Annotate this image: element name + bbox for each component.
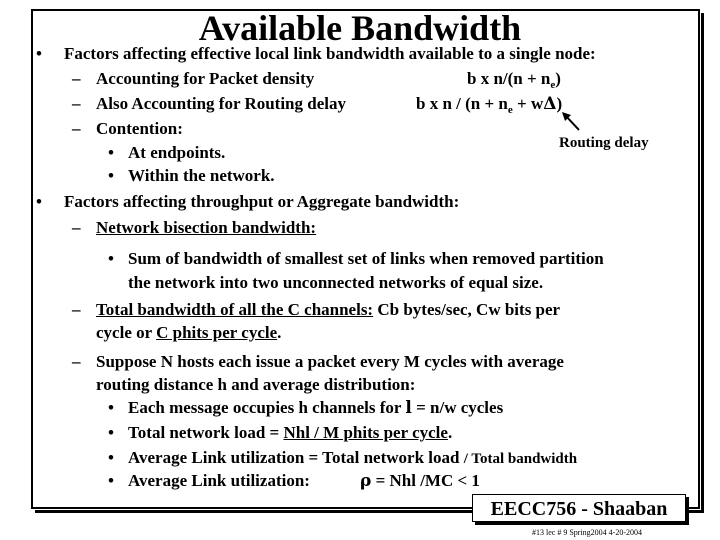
bullet-local-bandwidth: Factors affecting effective local link bandwidth available to a single node: <box>64 44 596 63</box>
sub-bullet-marker: • <box>108 143 114 162</box>
routing-delay-label: Routing delay <box>559 135 649 151</box>
item-link-utilization-formula-label: Average Link utilization: <box>128 471 310 490</box>
item-suppose-line2: routing distance h and average distribution: <box>96 375 416 394</box>
item-contention: Contention: <box>96 119 183 138</box>
bullet-throughput: Factors affecting throughput or Aggregate bandwidth: <box>64 192 460 211</box>
item-at-endpoints: At endpoints. <box>128 143 226 162</box>
dash-marker: – <box>72 69 81 88</box>
sub-bullet-marker: • <box>108 471 114 490</box>
formula-routing-delay: b x $n / (n + n_e + w\Delta)$ <box>416 94 563 116</box>
item-network-load: Total network load = Nhl / M phits per cycle. <box>128 423 453 442</box>
item-message-occupies: Each message occupies h channels for l = n/w cycles <box>128 398 504 418</box>
item-suppose-line1: Suppose N hosts each issue a packet every M cycles with average <box>96 352 564 371</box>
item-bisection-bandwidth: Network bisection bandwidth: <box>96 218 317 237</box>
dash-marker: – <box>72 94 81 113</box>
dash-marker: – <box>72 300 81 319</box>
footer-course-label: EECC756 - Shaaban <box>472 494 686 522</box>
item-link-utilization-definition: Average Link utilization = Total network load / Total bandwidth <box>128 448 578 467</box>
bullet-marker: • <box>36 192 42 211</box>
sub-bullet-marker: • <box>108 166 114 185</box>
sub-bullet-marker: • <box>108 448 114 467</box>
item-total-bandwidth-line1: Total bandwidth of all the C channels: Cb bytes/sec, Cw bits per <box>96 300 561 319</box>
item-packet-density: Accounting for Packet density <box>96 69 315 88</box>
item-sum-bandwidth-line1: Sum of bandwidth of smallest set of links when removed partition <box>128 249 604 268</box>
dash-marker: – <box>72 218 81 237</box>
dash-marker: – <box>72 119 81 138</box>
routing-delay-arrow <box>560 110 584 134</box>
item-routing-delay: Also Accounting for Routing delay <box>96 94 346 113</box>
slide-title: Available Bandwidth <box>198 8 522 48</box>
sub-bullet-marker: • <box>108 423 114 442</box>
item-total-bandwidth-line2: cycle or C phits per cycle. <box>96 323 282 342</box>
dash-marker: – <box>72 352 81 371</box>
item-sum-bandwidth-line2: the network into two unconnected networks of equal size. <box>128 273 544 292</box>
sub-bullet-marker: • <box>108 398 114 417</box>
sub-bullet-marker: • <box>108 249 114 268</box>
footer-note: #13 lec # 9 Spring2004 4-20-2004 <box>532 528 642 537</box>
formula-packet-density: b x $n/(n + n_e)$ <box>467 69 561 91</box>
item-link-utilization-formula: ρ = Nhl /MC < 1 <box>360 471 480 491</box>
item-within-network: Within the network. <box>128 166 275 185</box>
bullet-marker: • <box>36 44 42 63</box>
